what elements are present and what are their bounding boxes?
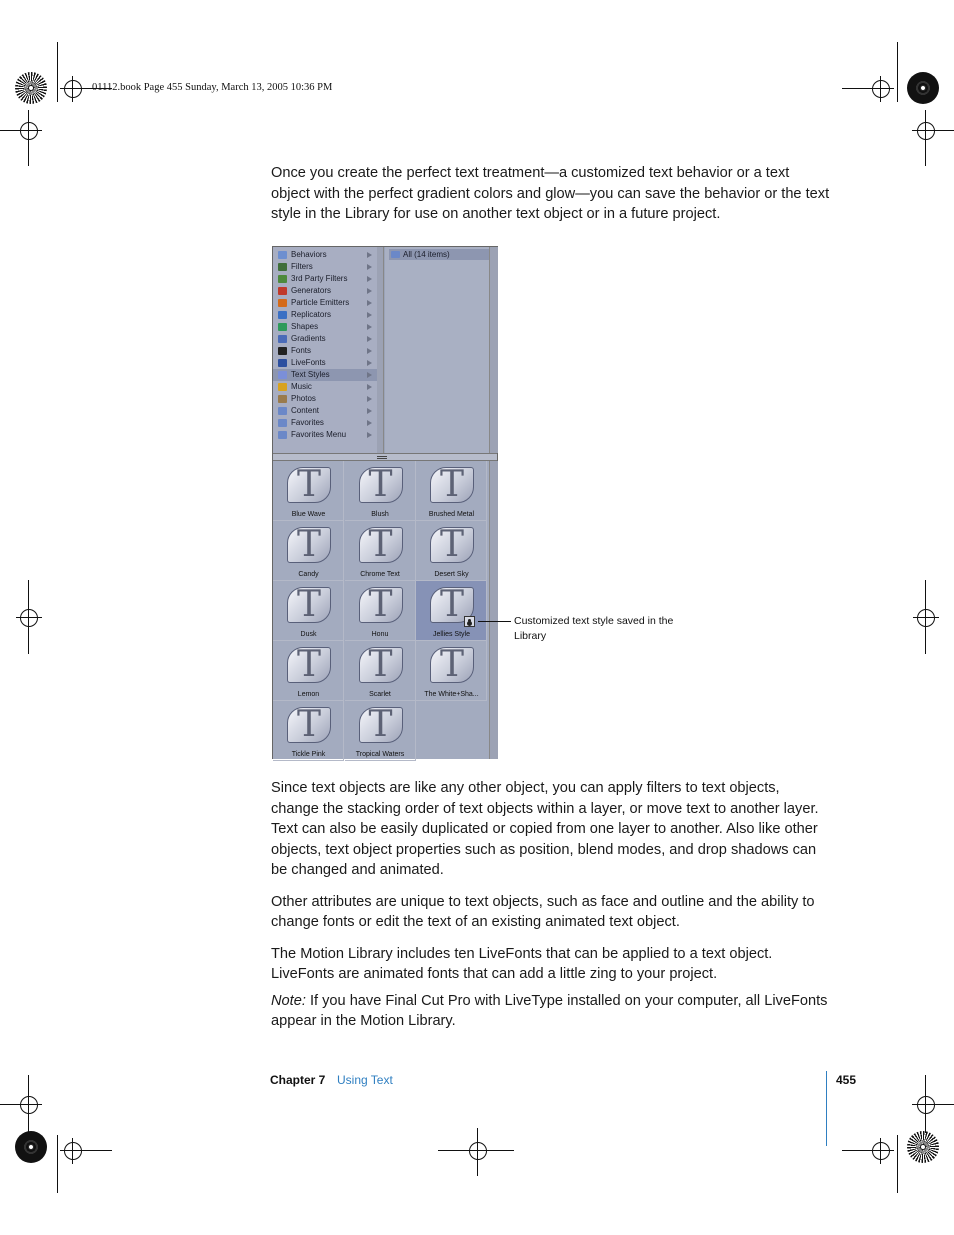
thumbnail-glyph: T <box>368 584 393 625</box>
disclosure-arrow-icon <box>367 348 372 354</box>
category-label: Replicators <box>291 310 332 319</box>
body-paragraphs <box>271 778 831 1032</box>
category-item[interactable] <box>273 321 377 333</box>
library-items-pane <box>385 247 489 453</box>
category-label: Generators <box>291 286 332 295</box>
user-saved-badge-icon <box>464 616 475 627</box>
note-paragraph <box>271 991 831 1032</box>
intro-paragraph <box>271 163 831 225</box>
text-style-label: Honu <box>371 631 389 638</box>
crop-mark <box>57 1135 58 1193</box>
category-item[interactable] <box>273 261 377 273</box>
footer-divider <box>826 1071 827 1146</box>
thumbnail-glyph: T <box>368 644 393 685</box>
generators-icon <box>278 287 287 295</box>
thumbnail-glyph: T <box>368 524 393 565</box>
page-number: 455 <box>836 1073 857 1087</box>
folder-icon <box>278 419 287 427</box>
text-style-label: Blush <box>371 511 389 518</box>
category-label: Music <box>291 382 312 391</box>
registration-starburst-bottom-right <box>907 1131 939 1163</box>
thumbnail-glyph: T <box>368 464 393 505</box>
text-style-thumbnail-icon <box>359 524 403 565</box>
category-item[interactable] <box>273 369 377 381</box>
category-label: Text Styles <box>291 370 330 379</box>
crop-mark <box>897 42 898 102</box>
pane-splitter[interactable] <box>273 453 497 461</box>
thumbnail-glyph: T <box>296 524 321 565</box>
library-category-list <box>273 247 378 453</box>
text-style-label: Tickle Pink <box>291 751 326 758</box>
category-item[interactable] <box>273 333 377 345</box>
category-label: Favorites <box>291 418 324 427</box>
registration-target <box>917 1096 935 1114</box>
paragraph-attributes: Other attributes are unique to text objects, such as face and outline and the ability to change fonts or edit the text of an existing animated text object. <box>271 893 815 930</box>
filters-icon <box>278 263 287 271</box>
registration-target <box>872 1142 890 1160</box>
text-style-label: Dusk <box>300 631 317 638</box>
behaviors-icon <box>278 251 287 259</box>
text-style-label: Desert Sky <box>434 571 469 578</box>
music-icon <box>278 383 287 391</box>
registration-target <box>20 1096 38 1114</box>
text-style-item[interactable] <box>416 521 487 581</box>
category-label: Content <box>291 406 320 415</box>
grid-scrollbar[interactable] <box>489 461 498 759</box>
intro-text: Once you create the perfect text treatment—a customized text behavior or a text object with the perfect gradient colors and glow—you can save the behavior or the text style in the Library for use on another text object or in a future project. <box>271 165 830 222</box>
text-style-item[interactable] <box>273 461 344 521</box>
folder-icon <box>278 407 287 415</box>
text-style-label: Tropical Waters <box>355 751 405 758</box>
note-text: If you have Final Cut Pro with LiveType installed on your computer, all LiveFonts appear in the Motion Library. <box>271 992 828 1029</box>
text-style-item[interactable] <box>345 641 416 701</box>
registration-starburst-bottom-left <box>15 1131 47 1163</box>
category-label: Particle Emitters <box>291 298 350 307</box>
text-style-label: Candy <box>298 571 319 578</box>
category-item[interactable] <box>273 285 377 297</box>
disclosure-arrow-icon <box>367 276 372 282</box>
registration-target <box>917 609 935 627</box>
items-scrollbar[interactable] <box>489 247 498 453</box>
note-label: Note: <box>271 992 306 1009</box>
category-scrollbar[interactable] <box>377 247 384 453</box>
text-style-label: The White+Sha... <box>424 691 479 698</box>
photos-icon <box>278 395 287 403</box>
disclosure-arrow-icon <box>367 408 372 414</box>
text-style-item[interactable] <box>416 641 487 701</box>
disclosure-arrow-icon <box>367 300 372 306</box>
library-panel <box>272 246 498 759</box>
text-style-label: Blue Wave <box>291 511 326 518</box>
category-label: Gradients <box>291 334 326 343</box>
text-style-thumbnail-icon <box>430 524 474 565</box>
disclosure-arrow-icon <box>367 396 372 402</box>
text-style-thumbnail-icon <box>287 584 331 625</box>
category-item[interactable] <box>273 417 377 429</box>
text-style-item[interactable] <box>416 581 487 641</box>
crop-mark <box>897 1135 898 1193</box>
third-party-filters-icon <box>278 275 287 283</box>
category-label: LiveFonts <box>291 358 326 367</box>
disclosure-arrow-icon <box>367 264 372 270</box>
text-style-item[interactable] <box>416 461 487 521</box>
category-label: Photos <box>291 394 316 403</box>
text-style-item[interactable] <box>345 521 416 581</box>
thumbnail-glyph: T <box>439 524 464 565</box>
text-styles-icon <box>278 371 287 379</box>
all-items-row[interactable] <box>389 249 489 260</box>
text-style-label: Brushed Metal <box>428 511 475 518</box>
paragraph-text-objects: Since text objects are like any other object, you can apply filters to text objects, change the stacking order of text objects within a layer, or move text to another layer. Text can also be easily duplicated or copied from one layer to another. Also like other objects, text object properties such as position, blend modes, and drop shadows can be changed and animated. <box>271 780 819 878</box>
text-style-item[interactable] <box>345 581 416 641</box>
callout-leader-line <box>478 621 511 622</box>
registration-target <box>20 122 38 140</box>
disclosure-arrow-icon <box>367 252 372 258</box>
all-items-label: All (14 items) <box>403 250 450 259</box>
registration-target <box>20 609 38 627</box>
category-label: Fonts <box>291 346 312 355</box>
folder-icon <box>391 251 400 258</box>
thumbnail-glyph: T <box>439 584 464 625</box>
category-item[interactable] <box>273 405 377 417</box>
registration-starburst-top-left <box>15 72 47 104</box>
category-label: Favorites Menu <box>291 430 347 439</box>
callout-label: Customized text style saved in the Library <box>514 615 674 642</box>
disclosure-arrow-icon <box>367 324 372 330</box>
text-style-label: Lemon <box>297 691 320 698</box>
fonts-icon <box>278 347 287 355</box>
disclosure-arrow-icon <box>367 372 372 378</box>
crop-mark <box>57 42 58 102</box>
splitter-grip-icon <box>377 456 387 457</box>
text-style-thumbnail-icon <box>287 704 331 745</box>
disclosure-arrow-icon <box>367 336 372 342</box>
shapes-icon <box>278 323 287 331</box>
text-style-item[interactable] <box>273 641 344 701</box>
disclosure-arrow-icon <box>367 360 372 366</box>
disclosure-arrow-icon <box>367 432 372 438</box>
text-style-item[interactable] <box>273 581 344 641</box>
text-style-thumbnail-icon <box>359 704 403 745</box>
particle-emitters-icon <box>278 299 287 307</box>
text-style-item[interactable] <box>345 701 416 761</box>
registration-target <box>64 1142 82 1160</box>
registration-target <box>64 80 82 98</box>
text-style-item[interactable] <box>273 521 344 581</box>
category-item[interactable] <box>273 393 377 405</box>
disclosure-arrow-icon <box>367 312 372 318</box>
text-style-thumbnail-icon <box>430 464 474 505</box>
footer-chapter-title: Using Text <box>337 1073 393 1087</box>
text-style-label: Chrome Text <box>360 571 400 578</box>
gradients-icon <box>278 335 287 343</box>
registration-target <box>872 80 890 98</box>
category-item[interactable] <box>273 297 377 309</box>
category-item[interactable] <box>273 429 377 441</box>
text-style-thumbnail-icon <box>359 644 403 685</box>
text-style-item[interactable] <box>273 701 344 761</box>
text-style-label: Jellies Style <box>433 631 470 638</box>
registration-target <box>469 1142 487 1160</box>
category-item[interactable] <box>273 273 377 285</box>
category-item[interactable] <box>273 357 377 369</box>
disclosure-arrow-icon <box>367 420 372 426</box>
thumbnail-glyph: T <box>439 464 464 505</box>
registration-target <box>917 122 935 140</box>
category-item[interactable] <box>273 249 377 261</box>
thumbnail-glyph: T <box>368 704 393 745</box>
text-style-label: Scarlet <box>369 691 391 698</box>
paragraph-livefonts: The Motion Library includes ten LiveFonts that can be applied to a text object. LiveFonts are animated fonts that can add a little zing to your project. <box>271 945 773 982</box>
category-label: Behaviors <box>291 250 327 259</box>
text-style-thumbnail-icon <box>430 644 474 685</box>
text-style-thumbnail-icon <box>359 584 403 625</box>
folder-icon <box>278 431 287 439</box>
livefonts-icon <box>278 359 287 367</box>
text-style-thumbnail-icon <box>287 644 331 685</box>
text-style-thumbnail-icon <box>287 524 331 565</box>
text-style-item[interactable] <box>345 461 416 521</box>
registration-starburst-top-right <box>907 72 939 104</box>
category-item[interactable] <box>273 381 377 393</box>
category-label: 3rd Party Filters <box>291 274 348 283</box>
thumbnail-glyph: T <box>296 644 321 685</box>
thumbnail-glyph: T <box>296 704 321 745</box>
footer-chapter: Chapter 7 <box>270 1073 326 1087</box>
text-style-thumbnail-icon <box>359 464 403 505</box>
text-style-thumbnail-icon <box>287 464 331 505</box>
category-item[interactable] <box>273 309 377 321</box>
text-style-grid <box>273 461 489 759</box>
disclosure-arrow-icon <box>367 384 372 390</box>
thumbnail-glyph: T <box>296 464 321 505</box>
print-header: 01112.book Page 455 Sunday, March 13, 2005 10:36 PM <box>92 82 333 93</box>
thumbnail-glyph: T <box>296 584 321 625</box>
thumbnail-glyph: T <box>439 644 464 685</box>
category-label: Filters <box>291 262 313 271</box>
category-item[interactable] <box>273 345 377 357</box>
replicators-icon <box>278 311 287 319</box>
category-label: Shapes <box>291 322 319 331</box>
disclosure-arrow-icon <box>367 288 372 294</box>
